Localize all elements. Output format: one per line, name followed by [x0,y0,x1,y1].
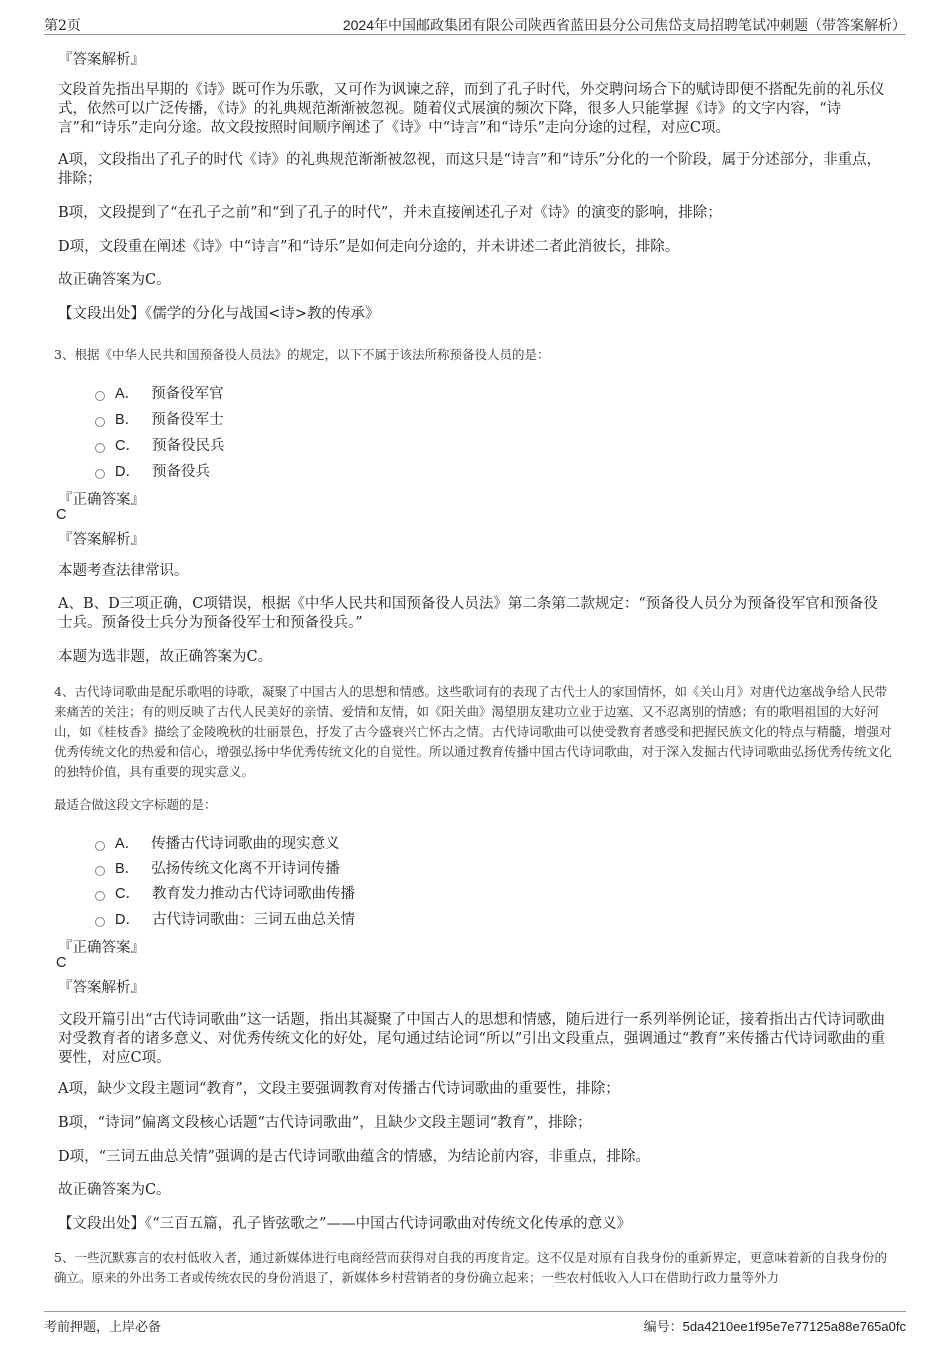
q4-option-a[interactable]: A． 传播古代诗词歌曲的现实意义 [95,832,340,853]
analysis-conclusion: 故正确答案为C。 [58,272,171,288]
q3-option-d[interactable]: D． 预备役兵 [95,460,210,481]
source-citation: 【文段出处】《儒学的分化与战国<诗>教的传承》 [58,306,380,322]
q4-option-d[interactable]: D． 古代诗词歌曲：三词五曲总关情 [95,908,355,929]
radio-icon[interactable] [95,443,105,453]
radio-icon[interactable] [95,841,105,851]
analysis-option-d: D项，“三词五曲总关情”强调的是古代诗词歌曲蕴含的情感，为结论前内容，非重点，排除。 [58,1149,650,1165]
analysis-label: 『答案解析』 [58,52,145,68]
radio-icon[interactable] [95,891,105,901]
analysis-paragraph: 文段首先指出早期的《诗》既可作为乐歌，又可作为讽谏之辞，而到了孔子时代，外交聘问场合下的赋诗即便不搭配先前的礼乐仪式，依然可以广泛传播，《诗》的礼典规范渐渐被忽视。随着仪式展演的频次下降，很多人只能掌握《诗》的文字内容，“诗言”和“诗乐”走向分途。故文段按照时间顺序阐述了《诗》中“诗言”和“诗乐”走向分途的过程，对应C项。 [58,82,885,136]
analysis-label: 『答案解析』 [58,532,145,548]
document-code: 编号：5da4210ee1f95e7e77125a88e765a0fc [643,1319,906,1335]
correct-answer-label: 『正确答案』 [58,940,145,956]
radio-icon[interactable] [95,417,105,427]
question-5-stem: 5、一些沉默寡言的农村低收入者，通过新媒体进行电商经营而获得对自我的再度肯定。这不仅是对原有自我身份的重新界定，更意味着新的自我身份的确立。原来的外出务工者或传统农民的身份消退了，新媒体乡村营销者的身份确立起来；一些农村低收入人口在借助行政力量等外力 [54,1250,887,1285]
q3-option-b[interactable]: B． 预备役军士 [95,408,224,429]
document-title: 2024年中国邮政集团有限公司陕西省蓝田县分公司焦岱支局招聘笔试冲刺题（带答案解析） [342,17,906,33]
analysis-label: 『答案解析』 [58,980,145,996]
correct-answer: C [56,507,67,523]
analysis-option-a: A项，文段指出了孔子的时代《诗》的礼典规范渐渐被忽视，而这只是“诗言”和“诗乐”分化的一个阶段，属于分述部分，非重点，排除； [58,152,882,187]
q3-option-c[interactable]: C． 预备役民兵 [95,434,224,455]
q4-option-b[interactable]: B． 弘扬传统文化离不开诗词传播 [95,857,340,878]
radio-icon[interactable] [95,917,105,927]
page-header [44,12,906,35]
page-number: 第2页 [44,18,81,34]
radio-icon[interactable] [95,866,105,876]
analysis-paragraph: A、B、D三项正确，C项错误，根据《中华人民共和国预备役人员法》第二条第二款规定：“预备役人员分为预备役军官和预备役士兵。预备役士兵分为预备役军士和预备役兵。” [58,596,878,631]
analysis-conclusion: 本题为选非题，故正确答案为C。 [58,649,273,665]
analysis-option-d: D项，文段重在阐述《诗》中“诗言”和“诗乐”是如何走向分途的，并未讲述二者此消彼长，排除。 [58,239,680,255]
analysis-option-b: B项，文段提到了“在孔子之前”和“到了孔子的时代”，并未直接阐述孔子对《诗》的演变的影响，排除； [58,205,722,221]
analysis-paragraph: 文段开篇引出“古代诗词歌曲”这一话题，指出其凝聚了中国古人的思想和情感，随后进行一系列举例论证，接着指出古代诗词歌曲对受教育者的诸多意义、对优秀传统文化的好处，尾句通过结论词“所以”引出文段重点，强调通过“教育”来传播古代诗词歌曲的重要性，对应C项。 [58,1012,886,1066]
q4-option-c[interactable]: C． 教育发力推动古代诗词歌曲传播 [95,882,355,903]
source-citation: 【文段出处】《“三百五篇，孔子皆弦歌之”——中国古代诗词歌曲对传统文化传承的意义》 [58,1216,632,1232]
analysis-option-a: A项，缺少文段主题词“教育”，文段主要强调教育对传播古代诗词歌曲的重要性，排除； [58,1081,620,1097]
analysis-conclusion: 故正确答案为C。 [58,1182,171,1198]
radio-icon[interactable] [95,469,105,479]
q3-option-a[interactable]: A． 预备役军官 [95,382,224,403]
analysis-option-b: B项，“诗词”偏离文段核心话题“古代诗词歌曲”，且缺少文段主题词“教育”，排除； [58,1115,592,1131]
footer-slogan: 考前押题，上岸必备 [44,1320,162,1335]
question-4-stem: 4、古代诗词歌曲是配乐歌唱的诗歌，凝聚了中国古人的思想和情感。这些歌词有的表现了古代士人的家国情怀，如《关山月》对唐代边塞战争给人民带来痛苦的关注；有的则反映了古代人民美好的亲情、爱情和友情，如《阳关曲》渴望朋友建功立业于边塞、又不忍离别的情感；有的歌唱祖国的大好河山，如《桂枝香》描绘了金陵晚秋的壮丽景色，抒发了古今盛衰兴亡怀古之情。古代诗词歌曲可以使受教育者感受和把握民族文化的特点与精髓，增强对优秀传统文化的热爱和信心，增强弘扬中华优秀传统文化的自觉性。所以通过教育传播中国古代诗词歌曲，对于深入发掘古代诗词歌曲弘扬优秀传统文化的独特价值，具有重要的现实意义。 [54,684,892,779]
page-footer [44,1311,906,1336]
question-3-stem: 3、根据《中华人民共和国预备役人员法》的规定，以下不属于该法所称预备役人员的是： [54,347,550,362]
correct-answer-label: 『正确答案』 [58,492,145,508]
radio-icon[interactable] [95,391,105,401]
question-4-ask: 最适合做这段文字标题的是： [54,797,217,812]
analysis-paragraph: 本题考查法律常识。 [58,563,189,579]
correct-answer: C [56,955,67,971]
